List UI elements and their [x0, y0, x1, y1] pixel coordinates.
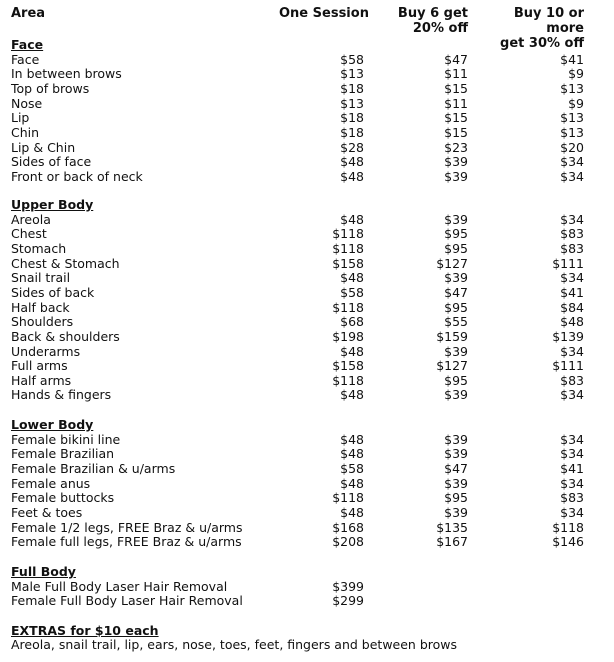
section-title: Face: [11, 37, 44, 52]
price-buy-10: $34: [560, 446, 584, 462]
price-buy-6: $39: [444, 168, 468, 184]
area-name: Male Full Body Laser Hair Removal: [11, 578, 228, 594]
area-name: Female Brazilian: [11, 446, 115, 462]
table-row: [0, 433, 614, 448]
table-row: [0, 388, 614, 403]
area-name: Female full legs, FREE Braz & u/arms: [11, 534, 242, 550]
price-buy-10: $84: [560, 299, 584, 315]
price-one-session: $58: [340, 460, 364, 476]
area-name: Snail trail: [11, 270, 71, 286]
area-name: Female 1/2 legs, FREE Braz & u/arms: [11, 519, 243, 535]
price-one-session: $118: [332, 226, 364, 242]
price-buy-6: $167: [436, 534, 468, 550]
price-one-session: $13: [340, 95, 364, 111]
table-row: [0, 111, 614, 126]
price-buy-10: $13: [560, 110, 584, 126]
price-buy-10: $111: [552, 358, 584, 374]
price-one-session: $18: [340, 124, 364, 140]
price-buy-10: $20: [560, 139, 584, 155]
price-one-session: $48: [340, 211, 364, 227]
price-buy-6: $39: [444, 154, 468, 170]
extras-text: Areola, snail trail, lip, ears, nose, toes, feet, fingers and between brows: [11, 637, 458, 652]
area-name: Female Brazilian & u/arms: [11, 460, 176, 476]
price-buy-6: $47: [444, 51, 468, 67]
table-row: [0, 141, 614, 156]
price-one-session: $48: [340, 431, 364, 447]
table-row: [0, 491, 614, 506]
price-buy-10: $34: [560, 475, 584, 491]
area-name: Shoulders: [11, 314, 74, 330]
area-name: Sides of back: [11, 284, 95, 300]
price-one-session: $158: [332, 255, 364, 271]
price-one-session: $118: [332, 372, 364, 388]
area-name: Half arms: [11, 372, 72, 388]
price-buy-10: $83: [560, 240, 584, 256]
price-one-session: $48: [340, 168, 364, 184]
price-one-session: $118: [332, 240, 364, 256]
table-row: [0, 126, 614, 141]
price-one-session: $13: [340, 66, 364, 82]
price-buy-10: $83: [560, 372, 584, 388]
table-row: [0, 227, 614, 242]
price-buy-6: $15: [444, 80, 468, 96]
price-buy-6: $15: [444, 124, 468, 140]
header-area: Area: [11, 6, 46, 21]
price-one-session: $48: [340, 154, 364, 170]
price-one-session: $18: [340, 110, 364, 126]
price-buy-6: $39: [444, 387, 468, 403]
table-row: [0, 506, 614, 521]
price-one-session: $48: [340, 475, 364, 491]
price-one-session: $48: [340, 343, 364, 359]
price-buy-6: $95: [444, 490, 468, 506]
price-buy-6: $95: [444, 299, 468, 315]
table-row: [0, 257, 614, 272]
price-one-session: $208: [332, 534, 364, 550]
section-title: Full Body: [11, 564, 76, 579]
header-one-session: One Session: [279, 6, 369, 21]
price-buy-10: $34: [560, 431, 584, 447]
table-row: [0, 535, 614, 550]
table-row: [0, 330, 614, 345]
price-buy-10: $13: [560, 124, 584, 140]
area-name: Chin: [11, 124, 40, 140]
area-name: Stomach: [11, 240, 67, 256]
price-buy-10: $41: [560, 460, 584, 476]
price-buy-6: $39: [444, 431, 468, 447]
table-row: [0, 594, 614, 609]
price-one-session: $68: [340, 314, 364, 330]
price-one-session: $158: [332, 358, 364, 374]
price-buy-6: $55: [444, 314, 468, 330]
area-name: Top of brows: [11, 80, 90, 96]
price-one-session: $48: [340, 446, 364, 462]
price-one-session: $48: [340, 387, 364, 403]
price-buy-10: $34: [560, 168, 584, 184]
area-name: Hands & fingers: [11, 387, 112, 403]
area-name: Half back: [11, 299, 70, 315]
header-buy-6-line2: 20% off: [412, 21, 468, 36]
price-buy-6: $39: [444, 343, 468, 359]
price-buy-10: $34: [560, 270, 584, 286]
table-row: [0, 374, 614, 389]
price-buy-6: $11: [444, 95, 468, 111]
price-buy-6: $95: [444, 226, 468, 242]
area-name: Feet & toes: [11, 504, 83, 520]
area-name: Chest & Stomach: [11, 255, 120, 271]
price-buy-10: $9: [568, 66, 584, 82]
table-row: [0, 155, 614, 170]
table-row: [0, 447, 614, 462]
area-name: Sides of face: [11, 154, 92, 170]
table-row: [0, 580, 614, 595]
price-buy-10: $34: [560, 387, 584, 403]
price-buy-10: $118: [552, 519, 584, 535]
price-buy-6: $135: [436, 519, 468, 535]
price-buy-6: $39: [444, 211, 468, 227]
price-buy-10: $146: [552, 534, 584, 550]
table-row: [0, 53, 614, 68]
price-buy-6: $47: [444, 460, 468, 476]
area-name: Face: [11, 51, 40, 67]
header-buy-10-line2: get 30% off: [500, 36, 584, 51]
price-buy-6: $15: [444, 110, 468, 126]
area-name: Full arms: [11, 358, 68, 374]
price-one-session: $198: [332, 328, 364, 344]
price-buy-6: $95: [444, 240, 468, 256]
price-one-session: $48: [340, 504, 364, 520]
price-buy-10: $111: [552, 255, 584, 271]
table-row: [0, 345, 614, 360]
price-buy-10: $41: [560, 284, 584, 300]
area-name: Front or back of neck: [11, 168, 143, 184]
area-name: Female anus: [11, 475, 91, 491]
table-row: [0, 271, 614, 286]
table-row: [0, 521, 614, 536]
header-buy-6-line1: Buy 6 get: [397, 6, 468, 21]
price-one-session: $118: [332, 490, 364, 506]
table-row: [0, 242, 614, 257]
price-one-session: $399: [332, 578, 364, 594]
price-one-session: $28: [340, 139, 364, 155]
table-row: [0, 462, 614, 477]
price-buy-6: $47: [444, 284, 468, 300]
price-one-session: $58: [340, 51, 364, 67]
table-row: [0, 477, 614, 492]
price-buy-6: $39: [444, 475, 468, 491]
area-name: Female bikini line: [11, 431, 121, 447]
section-title: Lower Body: [11, 417, 94, 432]
table-row: [0, 170, 614, 185]
extras-title: EXTRAS for $10 each: [11, 623, 159, 638]
table-row: [0, 67, 614, 82]
price-buy-10: $34: [560, 504, 584, 520]
price-buy-6: $23: [444, 139, 468, 155]
price-buy-6: $39: [444, 504, 468, 520]
price-buy-10: $34: [560, 343, 584, 359]
area-name: Back & shoulders: [11, 328, 120, 344]
table-row: [0, 213, 614, 228]
table-row: [0, 286, 614, 301]
table-row: [0, 315, 614, 330]
price-buy-10: $9: [568, 95, 584, 111]
header-buy-6: [393, 6, 468, 36]
header-buy-10-line1: Buy 10 or more: [513, 6, 584, 36]
table-row: [0, 359, 614, 374]
price-buy-6: $39: [444, 270, 468, 286]
price-one-session: $118: [332, 299, 364, 315]
price-buy-10: $34: [560, 154, 584, 170]
area-name: Lip & Chin: [11, 139, 76, 155]
area-name: Underarms: [11, 343, 81, 359]
table-row: [0, 301, 614, 316]
header-buy-10: [472, 6, 584, 51]
area-name: Nose: [11, 95, 43, 111]
price-buy-10: $13: [560, 80, 584, 96]
table-row: [0, 97, 614, 112]
price-buy-6: $39: [444, 446, 468, 462]
area-name: In between brows: [11, 66, 122, 82]
price-buy-6: $159: [436, 328, 468, 344]
area-name: Female Full Body Laser Hair Removal: [11, 593, 243, 609]
price-one-session: $48: [340, 270, 364, 286]
price-buy-10: $83: [560, 490, 584, 506]
price-buy-10: $83: [560, 226, 584, 242]
area-name: Areola: [11, 211, 51, 227]
price-one-session: $168: [332, 519, 364, 535]
price-buy-10: $139: [552, 328, 584, 344]
area-name: Female buttocks: [11, 490, 115, 506]
price-buy-10: $48: [560, 314, 584, 330]
price-buy-10: $34: [560, 211, 584, 227]
price-buy-10: $41: [560, 51, 584, 67]
area-name: Chest: [11, 226, 47, 242]
price-one-session: $58: [340, 284, 364, 300]
price-one-session: $299: [332, 593, 364, 609]
price-buy-6: $127: [436, 358, 468, 374]
price-buy-6: $11: [444, 66, 468, 82]
area-name: Lip: [11, 110, 30, 126]
price-buy-6: $127: [436, 255, 468, 271]
price-one-session: $18: [340, 80, 364, 96]
section-title: Upper Body: [11, 197, 94, 212]
table-row: [0, 82, 614, 97]
price-buy-6: $95: [444, 372, 468, 388]
